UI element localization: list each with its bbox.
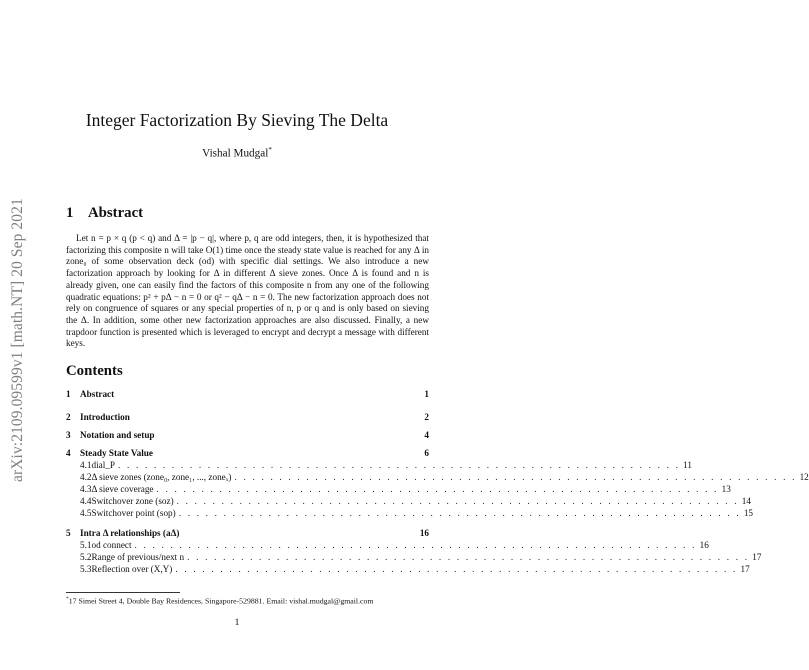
abstract-text: Let n = p × q (p < q) and Δ = |p − q|, where p, q are odd integers, then, it is hypothesized that factorizing this composite n will take O(1) time once the steady state value is reached for any Δ in zone₀ of some observation deck (od) with specific dial settings. We also introduce a new factorization approach by looking for Δ in different Δ sieve zones. Once Δ is found and n is already given, one can easily find the factors of this composite n from any one of the following quadratic equations: p² + pΔ − n = 0 or q² − qΔ − n = 0. The new factorization approach does not rely on congruence of squares or any special properties of n, p or q and is only based on sieving the Δ. In addition, some other new factorization approaches are also discussed. Finally, a new trapdoor function is presented which is leveraged to encrypt and decrypt a message with different keys.	[66, 233, 429, 349]
toc-entry-4[interactable]	[66, 447, 429, 459]
toc-title: Δ sieve coverage	[91, 484, 154, 494]
toc-entry-4-1[interactable]	[66, 459, 692, 471]
toc-leader-dots: . . . . . . . . . . . . . . . . . . . . . . . . . . . . . . . . . . . . . . . . . . . . . . . . . . . . . . . . . . . . . . .	[234, 472, 797, 482]
toc-number: 4.3	[80, 484, 92, 494]
toc-leader-dots: . . . . . . . . . . . . . . . . . . . . . . . . . . . . . . . . . . . . . . . . . . . . . . . . . . . . . . . . . . . . . . .	[156, 484, 719, 494]
toc-page: 2	[424, 412, 429, 422]
author-name: Vishal Mudgal	[202, 147, 269, 160]
toc-leader-dots: . . . . . . . . . . . . . . . . . . . . . . . . . . . . . . . . . . . . . . . . . . . . . . . . . . . . . . . . . . . . . . .	[175, 564, 738, 574]
footnote-mark: *	[66, 596, 69, 602]
author-line	[0, 146, 474, 160]
toc-number: 3	[66, 430, 71, 440]
contents-heading: Contents	[66, 363, 123, 379]
toc-number: 4.4	[80, 496, 92, 506]
toc-number: 4	[66, 448, 71, 458]
toc-number: 5.2	[80, 552, 92, 562]
toc-entry-4-5[interactable]	[66, 507, 753, 519]
toc-entry-4-2[interactable]	[66, 471, 809, 483]
toc-title: Abstract	[80, 389, 115, 399]
footnote-text: 17 Simei Street 4, Double Bay Residences, Singapore-529881. Email: vishal.mudgal@gmail.com	[68, 596, 374, 606]
toc-page: 4	[424, 430, 429, 440]
toc-number: 5.1	[80, 540, 92, 550]
paper-title: Integer Factorization By Sieving The Delta	[85, 110, 389, 130]
toc-title: Notation and setup	[80, 430, 155, 440]
toc-title: Switchover zone (soz)	[91, 496, 174, 506]
abstract-section-title: Abstract	[88, 205, 144, 221]
toc-title: dial_P	[91, 460, 115, 470]
toc-title: Introduction	[80, 412, 130, 422]
toc-entry-5-2[interactable]	[66, 551, 762, 563]
toc-leader-dots: . . . . . . . . . . . . . . . . . . . . . . . . . . . . . . . . . . . . . . . . . . . . . . . . . . . . . . . . . . . . . . .	[178, 508, 741, 518]
author-footnote-mark: *	[268, 146, 272, 154]
toc-page: 6	[424, 448, 429, 458]
toc-title: Switchover point (sop)	[91, 508, 176, 518]
toc-title: od connect	[91, 540, 132, 550]
toc-title: Intra Δ relationships (aΔ)	[80, 528, 180, 538]
abstract-section-number: 1	[66, 205, 74, 221]
abstract-heading	[66, 205, 143, 222]
toc-leader-dots: . . . . . . . . . . . . . . . . . . . . . . . . . . . . . . . . . . . . . . . . . . . . . . . . . . . . . . . . . . . . . . .	[134, 540, 697, 550]
toc-page: 17	[752, 552, 762, 562]
toc-page: 17	[740, 564, 750, 574]
toc-page: 13	[721, 484, 731, 494]
toc-entry-1[interactable]	[66, 388, 429, 400]
toc-number: 5.3	[80, 564, 92, 574]
toc-number: 2	[66, 412, 71, 422]
toc-entry-5[interactable]	[66, 527, 429, 539]
toc-leader-dots: . . . . . . . . . . . . . . . . . . . . . . . . . . . . . . . . . . . . . . . . . . . . . . . . . . . . . . . . . . . . . . .	[117, 460, 681, 470]
toc-entry-5-3[interactable]	[66, 563, 750, 575]
toc-entry-3[interactable]	[66, 429, 429, 441]
toc-page: 16	[419, 528, 429, 538]
toc-page: 12	[799, 472, 809, 482]
toc-page: 11	[683, 460, 692, 470]
toc-entry-2[interactable]	[66, 411, 429, 423]
toc-title: Reflection over (X,Y)	[91, 564, 173, 574]
arxiv-stamp: arXiv:2109.09599v1 [math.NT] 20 Sep 2021	[9, 198, 26, 482]
toc-page: 14	[741, 496, 751, 506]
toc-leader-dots: . . . . . . . . . . . . . . . . . . . . . . . . . . . . . . . . . . . . . . . . . . . . . . . . . . . . . . . . . . . . . . .	[187, 552, 750, 562]
toc-number: 4.2	[80, 472, 92, 482]
toc-page: 16	[699, 540, 709, 550]
toc-number: 1	[66, 389, 71, 399]
toc-entry-4-3[interactable]	[66, 483, 731, 495]
toc-number: 4.5	[80, 508, 92, 518]
toc-entry-5-1[interactable]	[66, 539, 709, 551]
footnote-rule	[66, 592, 180, 593]
toc-title: Range of previous/next n	[91, 552, 185, 562]
page-number: 1	[234, 618, 240, 628]
toc-leader-dots: . . . . . . . . . . . . . . . . . . . . . . . . . . . . . . . . . . . . . . . . . . . . . . . . . . . . . . . . . . . . . . .	[176, 496, 739, 506]
toc-title: Steady State Value	[80, 448, 153, 458]
toc-number: 4.1	[80, 460, 92, 470]
toc-title: Δ sieve zones (zone₀, zone₁, ..., zoneₓ)	[91, 472, 232, 482]
toc-number: 5	[66, 528, 71, 538]
toc-page: 15	[743, 508, 753, 518]
footnote	[66, 596, 429, 606]
toc-entry-4-4[interactable]	[66, 495, 751, 507]
toc-page: 1	[424, 389, 429, 399]
